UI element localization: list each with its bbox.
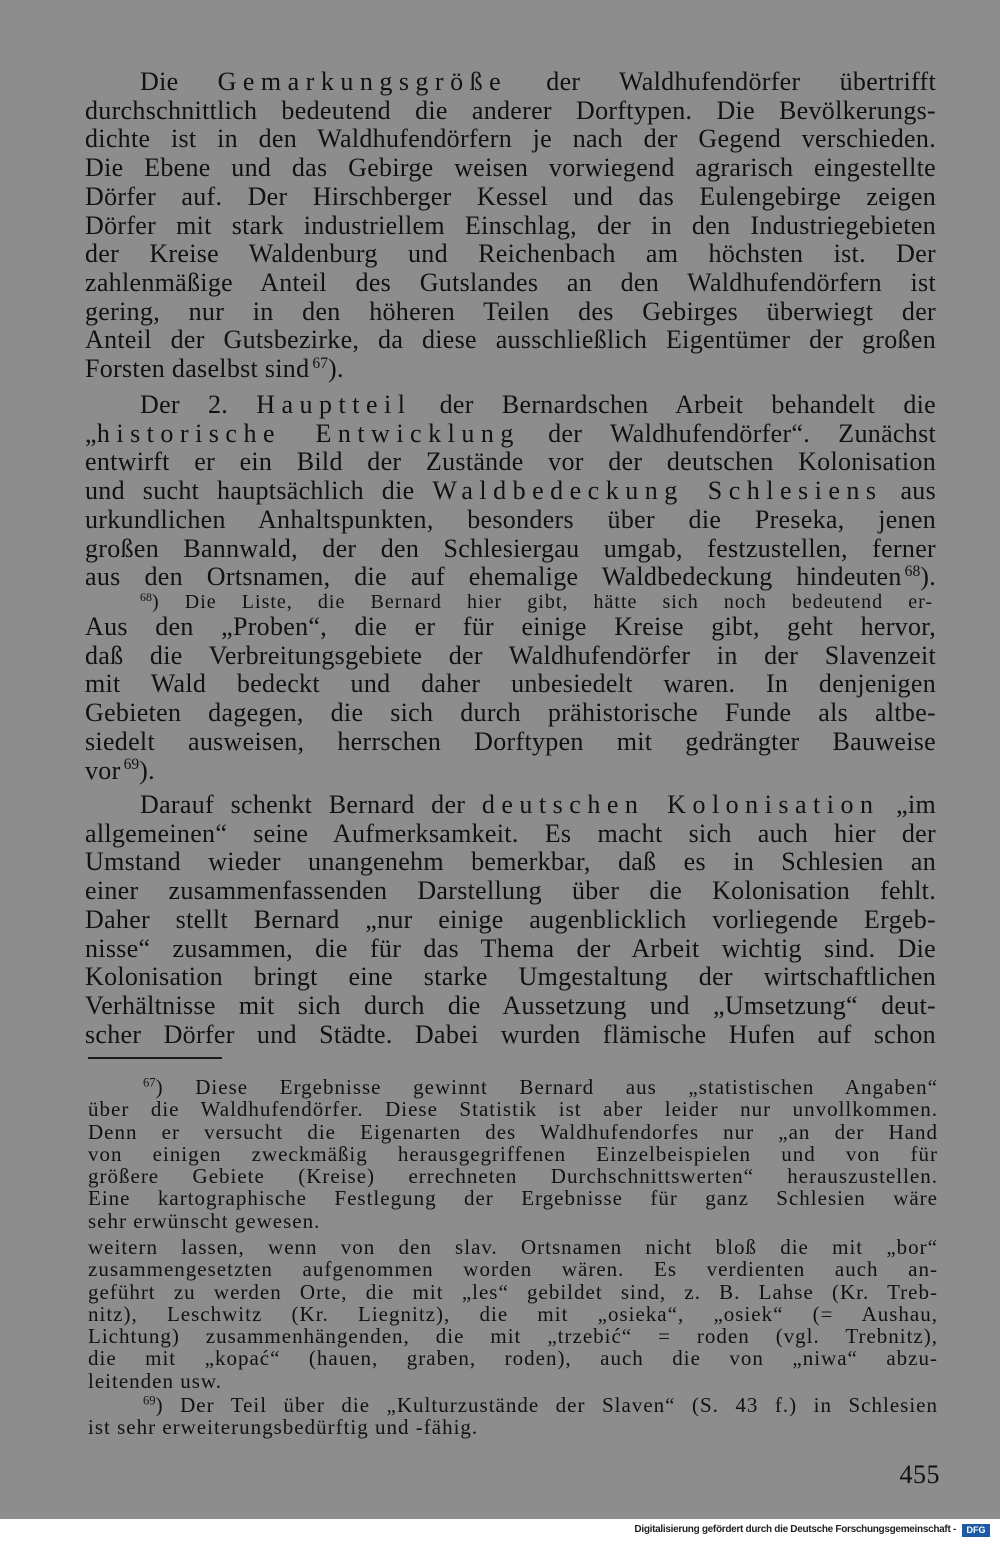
footnote-marker: 67 [312, 354, 328, 372]
text-line [85, 848, 936, 877]
text-run: ist sehr erweiterungsbedürftig und -fähig. [88, 1415, 479, 1440]
letter-spaced-text: deutschen Kolonisation [481, 790, 880, 819]
text-run: Denn er versucht die Eigenarten des Waldhufendorfes nur „an der Hand [88, 1119, 938, 1144]
text-line [85, 563, 936, 592]
text-run: siedelt ausweisen, herrschen Dorftypen mit gedrängter Bauweise [85, 726, 936, 756]
text-line [85, 477, 936, 506]
text-run: Kolonisation bringt eine starke Umgestaltung der wirtschaftlichen [85, 962, 936, 992]
footnote [88, 1076, 938, 1232]
text-line [85, 298, 936, 327]
text-run: durchschnittlich bedeutend die anderer Dorftypen. Die Bevölkerungs- [85, 95, 936, 125]
text-run: ) Die Liste, die Bernard hier gibt, hätte sich noch bedeutend er- [152, 591, 933, 613]
text-line [85, 906, 936, 935]
footnote [88, 1394, 938, 1439]
dfg-logo: DFG [962, 1524, 990, 1537]
text-line [85, 391, 936, 420]
text-line [85, 355, 936, 384]
paragraph [85, 391, 936, 592]
text-line [85, 757, 936, 786]
text-line [85, 154, 936, 183]
text-run: leitenden usw. [88, 1368, 222, 1393]
text-run: von einigen zweckmäßig herausgegriffenen Einzelbeispielen und von für [88, 1141, 938, 1166]
text-run: geführt zu werden Orte, die mit „les“ gebildet sind, z. B. Lahse (Kr. Treb- [88, 1279, 938, 1304]
footnote-marker: 68 [140, 589, 152, 604]
text-line [88, 1076, 938, 1098]
text-run: ). [920, 562, 936, 592]
text-line [85, 699, 936, 728]
footnote-marker: 69 [123, 756, 140, 774]
text-line [85, 877, 936, 906]
text-line [85, 240, 936, 269]
text-line [88, 1098, 938, 1120]
text-run: vor [85, 755, 121, 785]
text-run: sehr erwünscht gewesen. [88, 1208, 321, 1233]
text-run: ) Diese Ergebnisse gewinnt Bernard aus „statistischen Angaben“ [155, 1075, 938, 1099]
text-run: zusammengesetzten aufgenommen worden wären. Es verdienten auch an- [88, 1257, 938, 1282]
footnote-continuation [88, 1236, 938, 1392]
text-run: der Waldhufendörfer übertrifft [507, 67, 936, 96]
text-line [85, 642, 936, 671]
paragraph-continuation [85, 613, 936, 785]
footnote-fragment [85, 591, 933, 613]
text-run: ). [139, 755, 155, 785]
text-run: ) Der Teil über die „Kulturzustände der Slaven“ (S. 43 f.) in Schlesien [155, 1393, 938, 1417]
text-run: „im [879, 790, 936, 819]
text-line [85, 820, 936, 849]
text-run: zahlenmäßige Anteil des Gutslandes an den Waldhufendörfern ist [85, 267, 936, 297]
text-run: „ [85, 418, 97, 448]
text-line [88, 1347, 938, 1369]
text-line [88, 1258, 938, 1280]
text-run: Verhältnisse mit sich durch die Aussetzung und „Umsetzung“ deut- [85, 990, 936, 1020]
text-line [88, 1143, 938, 1165]
footnote-marker: 67 [143, 1075, 156, 1090]
text-line [85, 68, 936, 97]
text-run: aus [882, 476, 937, 506]
text-line [88, 1210, 938, 1232]
text-line [85, 535, 936, 564]
text-run: entwirft er ein Bild der Zustände vor der deutschen Kolonisation [85, 447, 936, 477]
letter-spaced-text: Hauptteil [256, 390, 412, 419]
text-run: und sucht hauptsächlich die [85, 476, 433, 506]
paragraph [85, 791, 936, 1049]
text-run: gering, nur in den höheren Teilen des Gebirges überwiegt der [85, 296, 936, 326]
text-run: mit Wald bedeckt und daher unbesiedelt waren. In denjenigen [85, 669, 936, 699]
text-run: der Kreise Waldenburg und Reichenbach am höchsten ist. Der [85, 239, 936, 269]
footnote-separator [88, 1057, 222, 1059]
text-line [85, 670, 936, 699]
text-run: dichte ist in den Waldhufendörfern je nach der Gegend verschieden. [85, 124, 936, 154]
text-run: Umstand wieder unangenehm bemerkbar, daß es in Schlesien an [85, 847, 936, 877]
text-line [88, 1281, 938, 1303]
text-line [85, 448, 936, 477]
text-run: Dörfer auf. Der Hirschberger Kessel und das Eulengebirge zeigen [85, 181, 936, 211]
text-run: scher Dörfer und Städte. Dabei wurden flämische Hufen auf schon [85, 1019, 936, 1049]
page-number: 455 [899, 1460, 940, 1489]
letter-spaced-text: historische Entwicklung [96, 418, 520, 448]
text-line [88, 1416, 938, 1438]
text-run: Der 2. [140, 390, 257, 419]
text-run: Eine kartographische Festlegung der Ergebnisse für ganz Schlesien wäre [88, 1186, 938, 1211]
text-line [85, 935, 936, 964]
text-run: aus den Ortsnamen, die auf ehemalige Waldbedeckung hindeuten [85, 562, 902, 592]
text-line [88, 1325, 938, 1347]
text-line [85, 183, 936, 212]
text-line [88, 1121, 938, 1143]
text-run: Daher stellt Bernard „nur einige augenblicklich vorliegende Ergeb- [85, 904, 936, 934]
letter-spaced-text: Waldbedeckung Schlesiens [432, 476, 883, 506]
text-run: die mit „kopać“ (hauen, graben, roden), auch die von „niwa“ abzu- [88, 1346, 938, 1371]
footer-bar [0, 1519, 1000, 1542]
text-line [85, 992, 936, 1021]
paragraph [85, 68, 936, 384]
text-line [85, 269, 936, 298]
text-run: Lichtung) zusammenhängenden, die mit „trzebić“ = roden (vgl. Trebnitz), [88, 1324, 938, 1349]
text-line [88, 1303, 938, 1325]
text-run: Die [140, 67, 218, 96]
text-line [88, 1370, 938, 1392]
text-run: Aus den „Proben“, die er für einige Kreise gibt, geht hervor, [85, 612, 936, 641]
text-line [85, 326, 936, 355]
text-line [88, 1165, 938, 1187]
text-run: daß die Verbreitungsgebiete der Waldhufendörfer in der Slavenzeit [85, 640, 936, 670]
text-run: großen Bannwald, der den Schlesiergau umgab, festzustellen, ferner [85, 533, 936, 563]
text-run: nisse“ zusammen, die für das Thema der Arbeit wichtig sind. Die [85, 933, 936, 963]
text-line [85, 506, 936, 535]
text-run: Dörfer mit stark industriellem Einschlag, der in den Industriegebieten [85, 210, 936, 240]
text-run: über die Waldhufendörfer. Diese Statistik ist aber leider nur unvollkommen. [88, 1097, 938, 1122]
footnote-marker: 68 [904, 562, 921, 580]
text-line [88, 1394, 938, 1416]
text-run: der Waldhufendörfer“. Zunächst [519, 418, 937, 448]
text-run: Gebieten dagegen, die sich durch prähistorische Funde als altbe- [85, 698, 936, 728]
text-line [85, 212, 936, 241]
text-line [85, 591, 933, 613]
text-line [85, 728, 936, 757]
text-line [85, 963, 936, 992]
text-line [85, 97, 936, 126]
footer-credit: Digitalisierung gefördert durch die Deutsche Forschungsgemeinschaft - [634, 1524, 956, 1535]
text-run: nitz), Leschwitz (Kr. Liegnitz), die mit „osieka“, „osiek“ (= Aushau, [88, 1301, 938, 1326]
text-run: ). [328, 354, 344, 384]
text-run: Anteil der Gutsbezirke, da diese ausschließlich Eigentümer der großen [85, 325, 936, 355]
text-run: größere Gebiete (Kreise) errechneten Durchschnittswerten“ herauszustellen. [88, 1164, 938, 1189]
text-line [85, 125, 936, 154]
text-line [85, 420, 936, 449]
text-line [88, 1187, 938, 1209]
letter-spaced-text: Gemarkungsgröße [217, 67, 508, 96]
footnote-marker: 69 [143, 1393, 156, 1408]
text-run: der Bernardschen Arbeit behandelt die [411, 390, 936, 419]
text-run: allgemeinen“ seine Aufmerksamkeit. Es macht sich auch hier der [85, 818, 936, 848]
text-run: Die Ebene und das Gebirge weisen vorwiegend agrarisch eingestellte [85, 153, 936, 183]
text-line [85, 613, 936, 642]
text-run: urkundlichen Anhaltspunkten, besonders über die Preseka, jenen [85, 504, 936, 534]
text-line [85, 791, 936, 820]
text-run: Darauf schenkt Bernard der [140, 790, 482, 819]
text-run: Forsten daselbst sind [85, 354, 310, 384]
text-run: einer zusammenfassenden Darstellung über die Kolonisation fehlt. [85, 876, 936, 906]
text-run: weitern lassen, wenn von den slav. Ortsnamen nicht bloß die mit „bor“ [88, 1235, 938, 1259]
text-line [88, 1236, 938, 1258]
text-line [85, 1021, 936, 1050]
